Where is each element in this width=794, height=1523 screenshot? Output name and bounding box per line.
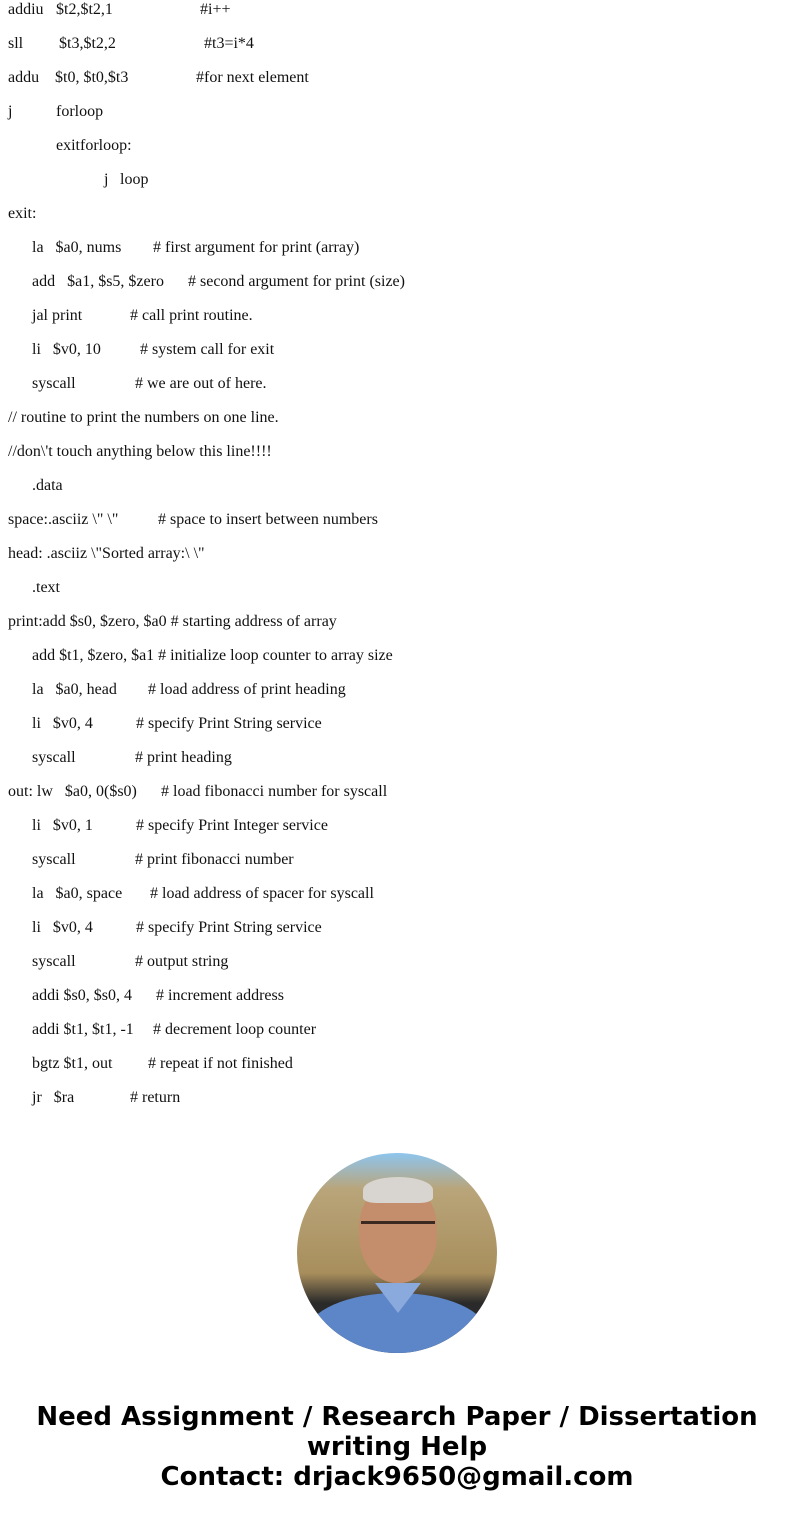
code-text: forloop	[56, 103, 104, 120]
code-text: exitforloop:	[56, 137, 132, 154]
code-text: print:add $s0, $zero, $a0 # starting address of array	[8, 613, 337, 630]
code-text: j	[8, 103, 13, 120]
code-comment: #for next element	[196, 69, 309, 86]
code-text: $t0, $t0,$t3	[55, 69, 129, 86]
code-line	[0, 748, 794, 768]
code-text: // routine to print the numbers on one line.	[8, 409, 279, 426]
code-text: li $v0, 1	[32, 817, 93, 834]
code-comment: # specify Print Integer service	[136, 817, 328, 834]
code-text: //don\'t touch anything below this line!!!!	[8, 443, 272, 460]
code-text: addu	[8, 69, 40, 86]
code-text: addiu	[8, 1, 44, 18]
code-line	[0, 306, 794, 326]
code-comment: # first argument for print (array)	[153, 239, 360, 256]
footer-line-1: Need Assignment / Research Paper / Dissertation	[36, 1402, 758, 1432]
contact-footer	[0, 1402, 794, 1492]
code-comment: #i++	[200, 1, 231, 18]
code-text: syscall	[32, 851, 76, 868]
code-text: addi $t1, $t1, -1	[32, 1021, 134, 1038]
code-text: sll	[8, 35, 24, 52]
code-comment: # load address of spacer for syscall	[150, 885, 374, 902]
code-comment: # increment address	[156, 987, 284, 1004]
code-comment: # print fibonacci number	[135, 851, 294, 868]
code-line	[0, 204, 794, 224]
code-line	[0, 34, 794, 54]
code-line	[0, 714, 794, 734]
code-line	[0, 68, 794, 88]
code-line	[0, 136, 794, 156]
code-text: space:.asciiz \" \"	[8, 511, 119, 528]
code-line	[0, 476, 794, 496]
code-text: la $a0, nums	[32, 239, 122, 256]
code-line	[0, 782, 794, 802]
code-line	[0, 646, 794, 666]
code-line	[0, 544, 794, 564]
code-comment: # specify Print String service	[136, 715, 322, 732]
code-comment: # system call for exit	[140, 341, 275, 358]
code-text: loop	[120, 171, 149, 188]
code-comment: # load fibonacci number for syscall	[161, 783, 388, 800]
code-comment: # return	[130, 1089, 181, 1106]
code-text: la $a0, space	[32, 885, 123, 902]
code-comment: #t3=i*4	[204, 35, 254, 52]
code-text: syscall	[32, 375, 76, 392]
avatar-glasses	[361, 1221, 435, 1242]
code-text: add $a1, $s5, $zero	[32, 273, 164, 290]
code-line	[0, 612, 794, 632]
footer-line-3: Contact: drjack9650@gmail.com	[160, 1462, 634, 1492]
code-text: li $v0, 10	[32, 341, 101, 358]
code-line	[0, 952, 794, 972]
code-comment: # repeat if not finished	[148, 1055, 293, 1072]
code-line	[0, 850, 794, 870]
code-line	[0, 0, 794, 20]
code-line	[0, 340, 794, 360]
code-line	[0, 918, 794, 938]
code-line	[0, 442, 794, 462]
code-line	[0, 680, 794, 700]
code-text: jr $ra	[32, 1089, 75, 1106]
code-line	[0, 1088, 794, 1108]
code-line	[0, 170, 794, 190]
avatar-hair	[363, 1177, 433, 1203]
code-comment: # output string	[135, 953, 229, 970]
code-text: exit:	[8, 205, 37, 222]
author-avatar	[297, 1153, 497, 1353]
code-text: .data	[32, 477, 63, 494]
code-line	[0, 408, 794, 428]
footer-line-2: writing Help	[306, 1432, 488, 1462]
code-comment: # load address of print heading	[148, 681, 346, 698]
code-text: .text	[32, 579, 60, 596]
code-text: addi $s0, $s0, 4	[32, 987, 132, 1004]
code-text: head: .asciiz \"Sorted array:\ \"	[8, 545, 205, 562]
code-text: li $v0, 4	[32, 715, 93, 732]
code-text: $t2,$t2,1	[56, 1, 113, 18]
code-text: syscall	[32, 749, 76, 766]
code-line	[0, 374, 794, 394]
code-text: jal print	[32, 307, 83, 324]
code-comment: # space to insert between numbers	[158, 511, 378, 528]
code-comment: # print heading	[135, 749, 232, 766]
code-comment: # we are out of here.	[135, 375, 267, 392]
code-comment: # specify Print String service	[136, 919, 322, 936]
code-line	[0, 884, 794, 904]
code-text: la $a0, head	[32, 681, 117, 698]
code-comment: # decrement loop counter	[153, 1021, 317, 1038]
code-line	[0, 510, 794, 530]
code-comment: # call print routine.	[130, 307, 253, 324]
code-text: li $v0, 4	[32, 919, 93, 936]
code-line	[0, 272, 794, 292]
code-comment: # second argument for print (size)	[188, 273, 405, 290]
code-line	[0, 986, 794, 1006]
code-line	[0, 1020, 794, 1040]
code-line	[0, 1054, 794, 1074]
code-text: j	[104, 171, 109, 188]
code-line	[0, 816, 794, 836]
code-text: $t3,$t2,2	[59, 35, 116, 52]
code-line	[0, 102, 794, 122]
code-text: bgtz $t1, out	[32, 1055, 113, 1072]
code-line	[0, 238, 794, 258]
code-text: syscall	[32, 953, 76, 970]
code-text: add $t1, $zero, $a1 # initialize loop counter to array size	[32, 647, 393, 664]
code-text: out: lw $a0, 0($s0)	[8, 783, 137, 800]
code-line	[0, 578, 794, 598]
